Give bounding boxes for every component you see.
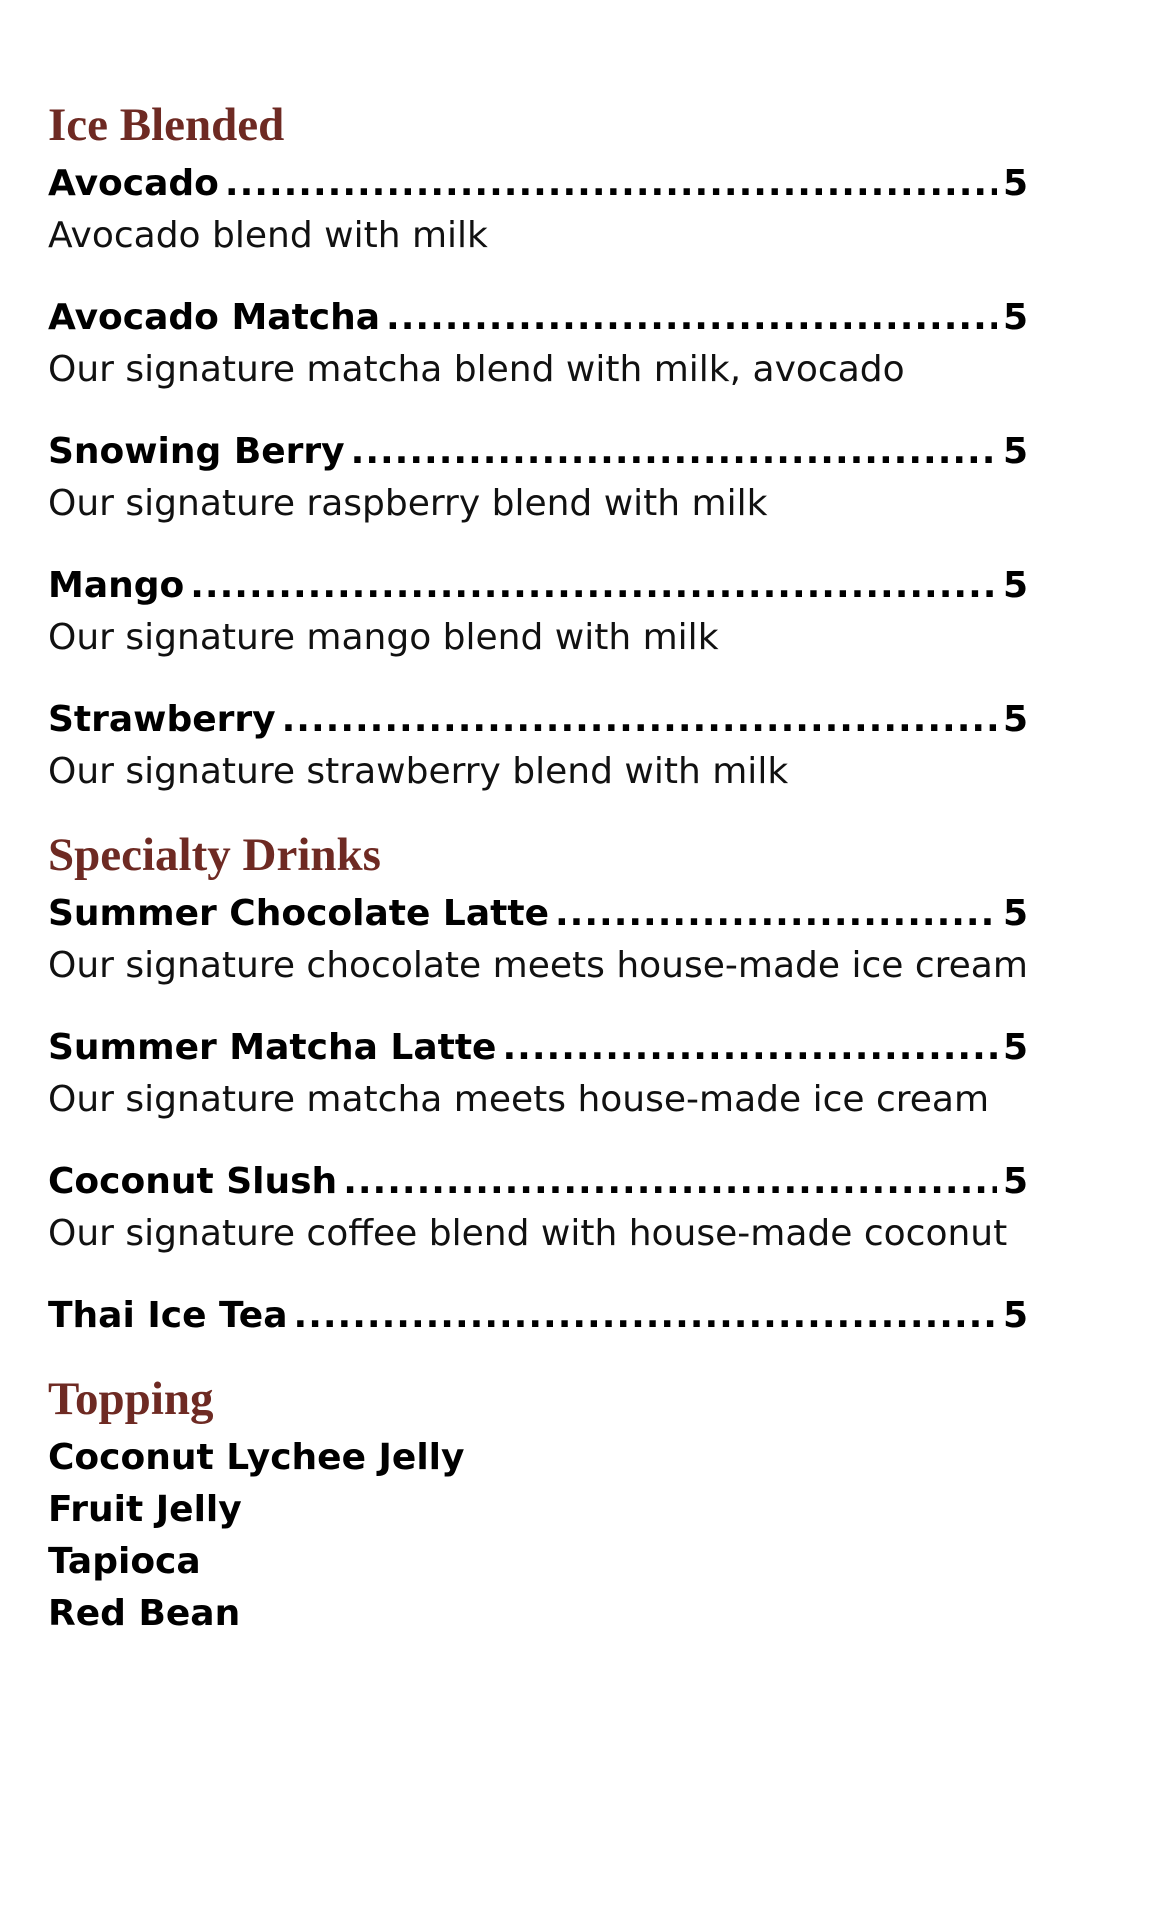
menu-item-avocado-matcha — [48, 292, 1028, 396]
item-name: Mango — [48, 565, 185, 606]
topping-item: Coconut Lychee Jelly — [48, 1437, 465, 1478]
topping-item: Tapioca — [48, 1541, 201, 1582]
topping-item: Fruit Jelly — [48, 1489, 242, 1530]
item-price: 5 — [1002, 1161, 1028, 1202]
section-title: Specialty Drinks — [48, 829, 381, 881]
menu-item-summer-chocolate-latte — [48, 888, 1028, 992]
dot-leader — [190, 560, 997, 612]
item-name: Summer Matcha Latte — [48, 1027, 497, 1068]
item-price: 5 — [1002, 565, 1028, 606]
topping-item: Red Bean — [48, 1593, 241, 1634]
dot-leader — [555, 888, 997, 940]
item-price: 5 — [1002, 163, 1028, 204]
dot-leader — [343, 1156, 997, 1208]
section-specialty-drinks — [48, 826, 1028, 1342]
item-name: Summer Chocolate Latte — [48, 893, 549, 934]
menu-item-snowing-berry — [48, 426, 1028, 530]
item-name: Coconut Slush — [48, 1161, 338, 1202]
item-name: Strawberry — [48, 699, 276, 740]
dot-leader — [386, 292, 997, 344]
item-name: Avocado Matcha — [48, 297, 381, 338]
item-name: Thai Ice Tea — [48, 1295, 288, 1336]
item-price: 5 — [1002, 1295, 1028, 1336]
item-price: 5 — [1002, 893, 1028, 934]
section-title: Ice Blended — [48, 99, 285, 151]
item-price: 5 — [1002, 699, 1028, 740]
item-description: Our signature matcha meets house-made ice cream — [48, 1079, 990, 1120]
item-description: Our signature matcha blend with milk, avocado — [48, 349, 905, 390]
item-description: Avocado blend with milk — [48, 215, 488, 256]
item-price: 5 — [1002, 431, 1028, 472]
dot-leader — [502, 1022, 996, 1074]
dot-leader — [351, 426, 997, 478]
section-topping — [48, 1370, 1028, 1640]
menu-page — [48, 96, 1028, 1668]
section-title: Topping — [48, 1373, 214, 1425]
item-name: Snowing Berry — [48, 431, 345, 472]
item-description: Our signature coffee blend with house-made coconut — [48, 1213, 1008, 1254]
menu-item-coconut-slush — [48, 1156, 1028, 1260]
menu-item-thai-ice-tea — [48, 1290, 1028, 1342]
item-price: 5 — [1002, 1027, 1028, 1068]
topping-list — [48, 1432, 1028, 1640]
menu-item-strawberry — [48, 694, 1028, 798]
item-description: Our signature chocolate meets house-made ice cream — [48, 945, 1028, 986]
menu-item-mango — [48, 560, 1028, 664]
dot-leader — [225, 158, 997, 210]
item-description: Our signature strawberry blend with milk — [48, 751, 789, 792]
item-description: Our signature mango blend with milk — [48, 617, 719, 658]
section-ice-blended — [48, 96, 1028, 798]
item-description: Our signature raspberry blend with milk — [48, 483, 768, 524]
dot-leader — [282, 694, 997, 746]
item-price: 5 — [1002, 297, 1028, 338]
item-name: Avocado — [48, 163, 219, 204]
menu-item-summer-matcha-latte — [48, 1022, 1028, 1126]
dot-leader — [294, 1290, 997, 1342]
menu-item-avocado — [48, 158, 1028, 262]
